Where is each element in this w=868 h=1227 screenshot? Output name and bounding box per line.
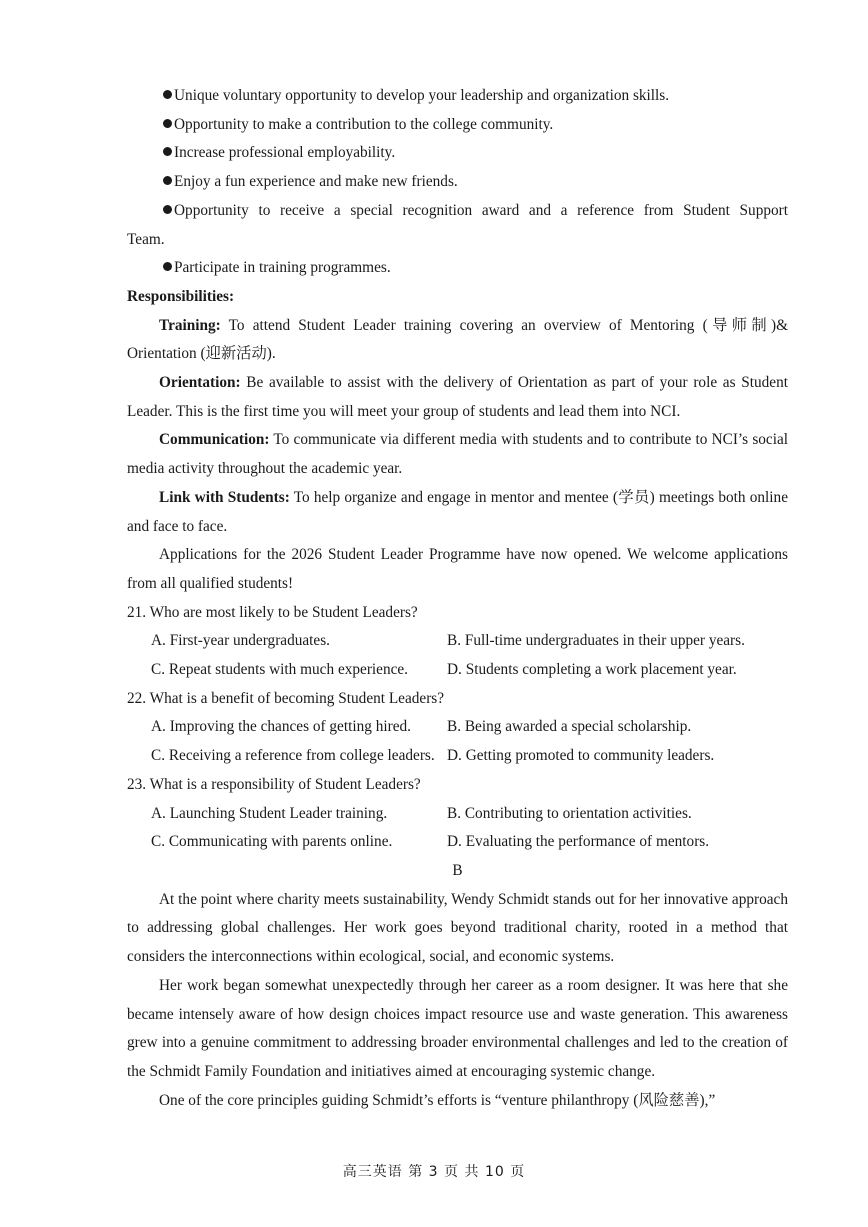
applications-paragraph: Applications for the 2026 Student Leader Programme have now opened. We welcome applications from all qualified students! — [127, 546, 788, 592]
responsibility-communication: Communication: To communicate via different media with students and to contribute to NCI’s social media activity throughout the academic year. — [127, 431, 788, 478]
option-a: A. Launching Student Leader training. — [151, 804, 388, 822]
option-b: B. Contributing to orientation activities. — [447, 804, 692, 822]
options-row — [127, 828, 788, 857]
bullet-icon — [163, 262, 172, 271]
benefit-item: Unique voluntary opportunity to develop your leadership and organization skills. — [127, 82, 788, 111]
responsibility-training: Training: To attend Student Leader training covering an overview of Mentoring (导师制)& Orientation (迎新活动). — [127, 316, 788, 363]
section-letter: B — [452, 861, 463, 879]
benefit-item: Participate in training programmes. — [127, 254, 788, 283]
benefit-item-continued: Team. — [127, 230, 165, 248]
option-b: B. Being awarded a special scholarship. — [447, 718, 692, 736]
responsibilities-heading: Responsibilities: — [127, 287, 235, 305]
question-stem: 21. Who are most likely to be Student Leaders? — [127, 603, 418, 621]
passage-b-paragraph: At the point where charity meets sustainability, Wendy Schmidt stands out for her innovative approach to addressing global challenges. Her work goes beyond traditional charity, rooted in a method that considers the interconnections within ecological, social, and economic systems. — [127, 890, 788, 966]
options-row — [127, 713, 788, 742]
option-d: D. Evaluating the performance of mentors. — [447, 833, 710, 851]
option-c: C. Communicating with parents online. — [151, 833, 393, 851]
options-row — [127, 656, 788, 685]
question-22 — [127, 685, 788, 771]
options-row — [127, 627, 788, 656]
bullet-icon — [163, 147, 172, 156]
option-c: C. Receiving a reference from college leaders. — [151, 747, 435, 765]
option-c: C. Repeat students with much experience. — [151, 661, 408, 679]
bullet-icon — [163, 90, 172, 99]
options-row — [127, 800, 788, 829]
question-23 — [127, 771, 788, 857]
options-row — [127, 742, 788, 771]
option-b: B. Full-time undergraduates in their upper years. — [447, 632, 745, 650]
page-content — [127, 82, 788, 1115]
bullet-icon — [163, 119, 172, 128]
responsibility-link-with-students: Link with Students: To help organize and engage in mentor and mentee (学员) meetings both online and face to face. — [127, 488, 788, 535]
benefit-item: Enjoy a fun experience and make new friends. — [127, 168, 788, 197]
option-d: D. Getting promoted to community leaders. — [447, 747, 715, 765]
benefit-item: Opportunity to make a contribution to the college community. — [127, 111, 788, 140]
option-a: A. Improving the chances of getting hired. — [151, 718, 411, 736]
responsibility-orientation: Orientation: Be available to assist with the delivery of Orientation as part of your role as Student Leader. This is the first time you will meet your group of students and lead them into NCI. — [127, 374, 788, 420]
question-stem: 23. What is a responsibility of Student Leaders? — [127, 775, 421, 793]
option-d: D. Students completing a work placement year. — [447, 661, 737, 679]
bullet-icon — [163, 176, 172, 185]
passage-b-paragraph: One of the core principles guiding Schmidt’s efforts is “venture philanthropy (风险慈善),” — [159, 1091, 716, 1109]
question-stem: 22. What is a benefit of becoming Student Leaders? — [127, 689, 445, 707]
bullet-icon — [163, 205, 172, 214]
question-21 — [127, 599, 788, 685]
page-footer: 高三英语 第 3 页 共 10 页 — [342, 1164, 526, 1180]
passage-b-paragraph: Her work began somewhat unexpectedly through her career as a room designer. It was here that she became intensely aware of how design choices impact resource use and waste generation. This awareness grew into a genuine commitment to addressing broader environmental challenges and led to the creation of the Schmidt Family Foundation and initiatives aimed at encouraging systemic change. — [127, 976, 788, 1080]
option-a: A. First-year undergraduates. — [151, 632, 330, 650]
benefit-item: Opportunity to receive a special recognition award and a reference from Student Support — [127, 197, 788, 226]
benefit-item: Increase professional employability. — [127, 139, 788, 168]
benefits-list — [127, 82, 788, 283]
